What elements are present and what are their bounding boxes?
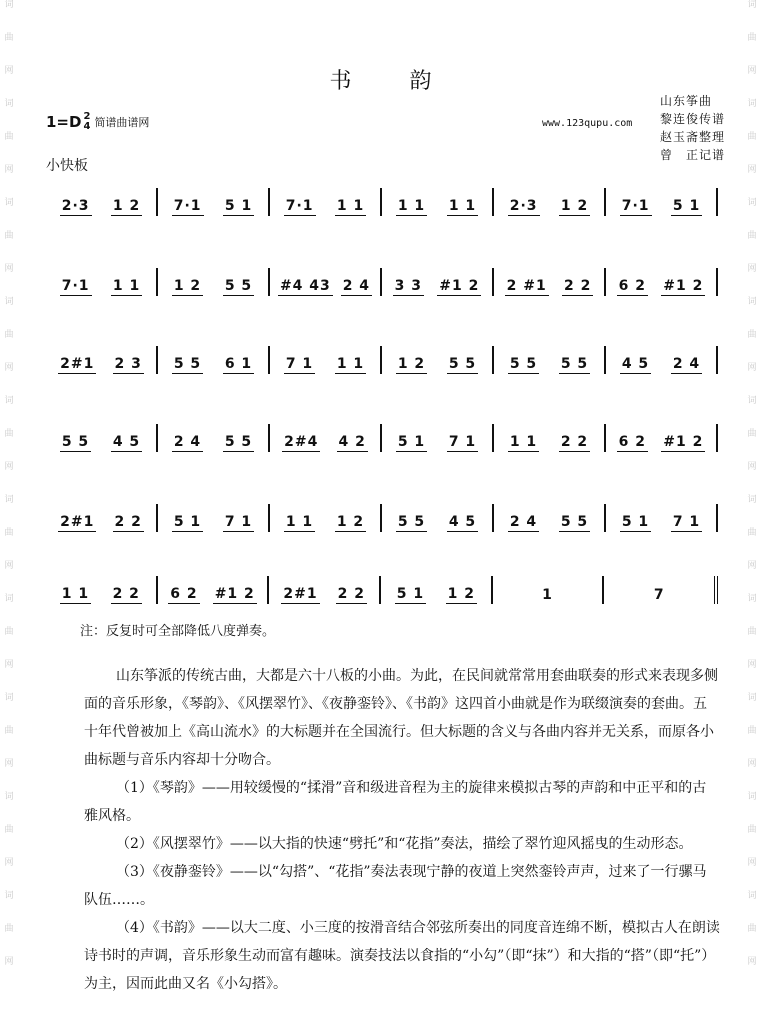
watermark-glyph: 网 — [4, 264, 14, 274]
staff-line — [46, 258, 718, 298]
beat: 1 1 — [509, 434, 538, 450]
watermark-glyph: 词 — [747, 99, 757, 109]
beat: 6 2 — [618, 434, 646, 450]
watermark-glyph: 曲 — [4, 726, 14, 736]
measure — [380, 504, 492, 532]
beat: 1 2 — [397, 356, 426, 372]
watermark-glyph: 曲 — [747, 924, 757, 934]
beat: #1 2 — [439, 278, 480, 294]
beat: 6 2 — [618, 278, 646, 294]
beat: 5 5 — [560, 514, 589, 530]
measure — [156, 188, 268, 216]
watermark-glyph: 词 — [747, 396, 757, 406]
beat: 1 2 — [173, 278, 202, 294]
beat: 1 1 — [397, 198, 426, 214]
beat: #1 2 — [214, 586, 255, 602]
staff-row — [46, 346, 718, 374]
measure — [46, 268, 156, 296]
watermark-glyph: 曲 — [747, 231, 757, 241]
measure — [156, 504, 268, 532]
measure — [268, 188, 380, 216]
beat: 6 1 — [224, 356, 253, 372]
beat: 2 2 — [114, 514, 142, 530]
watermark-glyph: 网 — [747, 759, 757, 769]
watermark-glyph: 词 — [4, 792, 14, 802]
beat: #4 43 — [279, 278, 331, 294]
credits — [660, 92, 725, 164]
watermark-glyph: 词 — [4, 495, 14, 505]
watermark-glyph: 网 — [747, 66, 757, 76]
watermark-glyph: 网 — [4, 462, 14, 472]
beat: 7 1 — [672, 514, 701, 530]
measure — [604, 346, 718, 374]
measure — [46, 188, 156, 216]
measure — [604, 188, 718, 216]
measure — [492, 188, 604, 216]
beat: 5 1 — [396, 586, 425, 602]
measure — [492, 346, 604, 374]
beat: 5 5 — [224, 278, 253, 294]
time-bottom: 4 — [83, 121, 91, 132]
description-paragraph: （1）《琴韵》——用较缓慢的“揉滑”音和级进音程为主的旋律来模拟古琴的声韵和中正平和的古雅风格。 — [84, 780, 707, 824]
measure — [46, 504, 156, 532]
beat: 7 1 — [285, 356, 314, 372]
watermark-glyph: 网 — [4, 858, 14, 868]
site-url: www.123qupu.com — [542, 118, 633, 129]
watermark-glyph: 曲 — [4, 330, 14, 340]
beat: 5 1 — [173, 514, 202, 530]
watermark-glyph: 词 — [4, 594, 14, 604]
staff-row — [46, 504, 718, 532]
watermark-glyph: 网 — [4, 561, 14, 571]
beat: 2 4 — [342, 278, 371, 294]
beat: 2 4 — [672, 356, 701, 372]
time-top: 2 — [83, 111, 91, 122]
watermark-glyph: 词 — [747, 594, 757, 604]
watermark-glyph: 曲 — [4, 528, 14, 538]
page-title: 书韵 — [329, 69, 490, 94]
watermark-glyph: 词 — [747, 297, 757, 307]
watermark-glyph: 曲 — [4, 429, 14, 439]
beat: 2 2 — [563, 278, 592, 294]
side-watermark-left — [0, 0, 18, 1022]
watermark-glyph: 网 — [4, 66, 14, 76]
beat: 1 2 — [560, 198, 589, 214]
watermark-glyph: 曲 — [747, 132, 757, 142]
staff-line — [46, 414, 718, 454]
watermark-glyph: 曲 — [747, 429, 757, 439]
beat: 1 — [542, 587, 553, 603]
beat: 2 4 — [173, 434, 202, 450]
beat: 2#1 — [60, 356, 95, 372]
beat: 5 5 — [448, 356, 477, 372]
staff-line — [46, 566, 718, 606]
side-watermark-right — [743, 0, 761, 1022]
watermark-glyph: 词 — [4, 99, 14, 109]
beat: 7·1 — [61, 278, 90, 294]
measure — [268, 424, 380, 452]
beat: 6 2 — [170, 586, 198, 602]
watermark-glyph: 词 — [747, 495, 757, 505]
measure — [46, 576, 156, 604]
measure — [156, 424, 268, 452]
key-label: 1=D — [46, 113, 82, 131]
credit-line: 山东筝曲 — [659, 94, 712, 108]
measure — [46, 424, 156, 452]
measure — [380, 188, 492, 216]
credit-line: 赵玉斋整理 — [659, 130, 725, 144]
beat: 1 1 — [285, 514, 314, 530]
beat: 4 5 — [112, 434, 141, 450]
watermark-glyph: 网 — [747, 957, 757, 967]
description-paragraph: （4）《书韵》——以大二度、小三度的按滑音结合邻弦所奏出的同度音连绵不断，模拟古人在朗读诗书时的声调，音乐形象生动而富有趣味。演奏技法以食指的“小勾”（即“抹”）和大指的“搭”（即“托”）为主，因而此曲又名《小勾搭》。 — [84, 920, 720, 992]
beat: 5 5 — [224, 434, 253, 450]
staff-row — [46, 424, 718, 452]
beat: 1 1 — [448, 198, 477, 214]
staff-line — [46, 178, 718, 218]
watermark-glyph: 曲 — [747, 825, 757, 835]
measure — [268, 268, 380, 296]
beat: 3 3 — [394, 278, 422, 294]
watermark-glyph: 网 — [4, 363, 14, 373]
watermark-glyph: 曲 — [747, 627, 757, 637]
beat: 5 1 — [397, 434, 426, 450]
beat: 1 1 — [112, 278, 141, 294]
watermark-glyph: 网 — [4, 759, 14, 769]
watermark-glyph: 曲 — [4, 825, 14, 835]
beat: 1 2 — [112, 198, 141, 214]
performance-note: 注：反复时可全部降低八度弹奏。 — [80, 624, 276, 639]
staff-row — [46, 268, 718, 296]
watermark-glyph: 词 — [747, 198, 757, 208]
beat: 5 1 — [672, 198, 701, 214]
beat: 5 5 — [560, 356, 589, 372]
beat: 1 1 — [61, 586, 90, 602]
beat: 7·1 — [621, 198, 650, 214]
credit-line: 黎连俊传谱 — [659, 112, 725, 126]
beat: 7·1 — [285, 198, 314, 214]
measure — [380, 268, 492, 296]
description-paragraph: （3）《夜静銮铃》——以“勾搭”、“花指”奏法表现宁静的夜道上突然銮铃声声，过来了一行骡马队伍……。 — [84, 864, 707, 908]
measure — [156, 268, 268, 296]
measure — [604, 504, 718, 532]
beat: 2·3 — [509, 198, 538, 214]
measure — [156, 346, 268, 374]
measure — [380, 424, 492, 452]
description — [84, 662, 720, 998]
watermark-glyph: 词 — [747, 891, 757, 901]
watermark-glyph: 网 — [4, 660, 14, 670]
watermark-glyph: 曲 — [4, 231, 14, 241]
beat: 4 2 — [338, 434, 366, 450]
beat: 5 5 — [61, 434, 90, 450]
beat: 2#1 — [283, 586, 318, 602]
beat: 5 1 — [224, 198, 253, 214]
beat: 2 3 — [114, 356, 142, 372]
beat: 5 5 — [173, 356, 202, 372]
beat: 2 #1 — [506, 278, 547, 294]
watermark-glyph: 网 — [4, 165, 14, 175]
measure — [492, 424, 604, 452]
watermark-glyph: 曲 — [747, 330, 757, 340]
watermark-glyph: 词 — [4, 198, 14, 208]
beat: 1 1 — [336, 198, 365, 214]
watermark-glyph: 网 — [747, 363, 757, 373]
description-paragraph: （2）《风摆翠竹》——以大指的快速“劈托”和“花指”奏法，描绘了翠竹迎风摇曳的生动形态。 — [116, 836, 693, 852]
beat: 4 5 — [448, 514, 477, 530]
beat: 5 5 — [509, 356, 538, 372]
credit-line: 曾 正记谱 — [659, 148, 725, 162]
watermark-glyph: 曲 — [4, 627, 14, 637]
watermark-glyph: 词 — [4, 693, 14, 703]
watermark-glyph: 曲 — [747, 33, 757, 43]
watermark-glyph: 曲 — [4, 33, 14, 43]
watermark-glyph: 网 — [747, 462, 757, 472]
description-paragraph: 山东筝派的传统古曲，大都是六十八板的小曲。为此，在民间就常常用套曲联奏的形式来表现多侧面的音乐形象，《琴韵》、《风摆翠竹》、《夜静銮铃》、《书韵》这四首小曲就是作为联缀演奏的套曲。五十年代曾被加上《高山流水》的大标题并在全国流行。但大标题的含义与各曲内容并无关系，而原各小曲标题与音乐内容却十分吻合。 — [84, 668, 718, 768]
watermark-glyph: 网 — [747, 165, 757, 175]
beat: 2 2 — [560, 434, 589, 450]
beat: 1 2 — [336, 514, 365, 530]
beat: 2#4 — [284, 434, 319, 450]
watermark-glyph: 网 — [747, 660, 757, 670]
watermark-glyph: 网 — [747, 264, 757, 274]
measure — [268, 504, 380, 532]
measure — [604, 424, 718, 452]
key-signature — [46, 112, 149, 132]
watermark-glyph: 词 — [4, 396, 14, 406]
staff-line — [46, 494, 718, 534]
watermark-glyph: 词 — [747, 792, 757, 802]
beat: #1 2 — [663, 434, 704, 450]
beat: 2·3 — [61, 198, 90, 214]
measure — [602, 576, 718, 604]
beat: 7 — [653, 587, 665, 603]
staff-row — [46, 188, 718, 216]
watermark-glyph: 网 — [747, 858, 757, 868]
measure — [492, 268, 604, 296]
watermark-glyph: 网 — [747, 561, 757, 571]
measure — [604, 268, 718, 296]
beat: 7·1 — [173, 198, 202, 214]
beat: 7 1 — [224, 514, 253, 530]
measure — [380, 346, 492, 374]
watermark-glyph: 曲 — [747, 528, 757, 538]
watermark-glyph: 词 — [747, 0, 757, 10]
measure — [156, 576, 268, 604]
tempo-marking: 小快板 — [46, 158, 88, 174]
beat: 4 5 — [621, 356, 650, 372]
measure — [268, 346, 380, 374]
beat: 2 2 — [112, 586, 140, 602]
site-watermark: 简谱曲谱网 — [94, 116, 150, 129]
measure — [492, 504, 604, 532]
beat: 2#1 — [60, 514, 95, 530]
watermark-glyph: 词 — [4, 297, 14, 307]
watermark-glyph: 曲 — [747, 726, 757, 736]
watermark-glyph: 曲 — [4, 924, 14, 934]
staff-line — [46, 336, 718, 376]
beat: 1 2 — [447, 586, 475, 602]
watermark-glyph: 词 — [4, 891, 14, 901]
measure — [46, 346, 156, 374]
beat: 1 1 — [336, 356, 365, 372]
beat: 2 2 — [337, 586, 365, 602]
beat: #1 2 — [663, 278, 704, 294]
measure — [379, 576, 491, 604]
time-signature — [83, 112, 90, 132]
beat: 2 4 — [509, 514, 538, 530]
measure — [491, 576, 603, 604]
beat: 5 5 — [397, 514, 426, 530]
watermark-glyph: 词 — [4, 0, 14, 10]
beat: 5 1 — [621, 514, 650, 530]
beat: 7 1 — [448, 434, 477, 450]
measure — [267, 576, 379, 604]
watermark-glyph: 词 — [747, 693, 757, 703]
watermark-glyph: 网 — [4, 957, 14, 967]
watermark-glyph: 曲 — [4, 132, 14, 142]
staff-row — [46, 576, 718, 604]
